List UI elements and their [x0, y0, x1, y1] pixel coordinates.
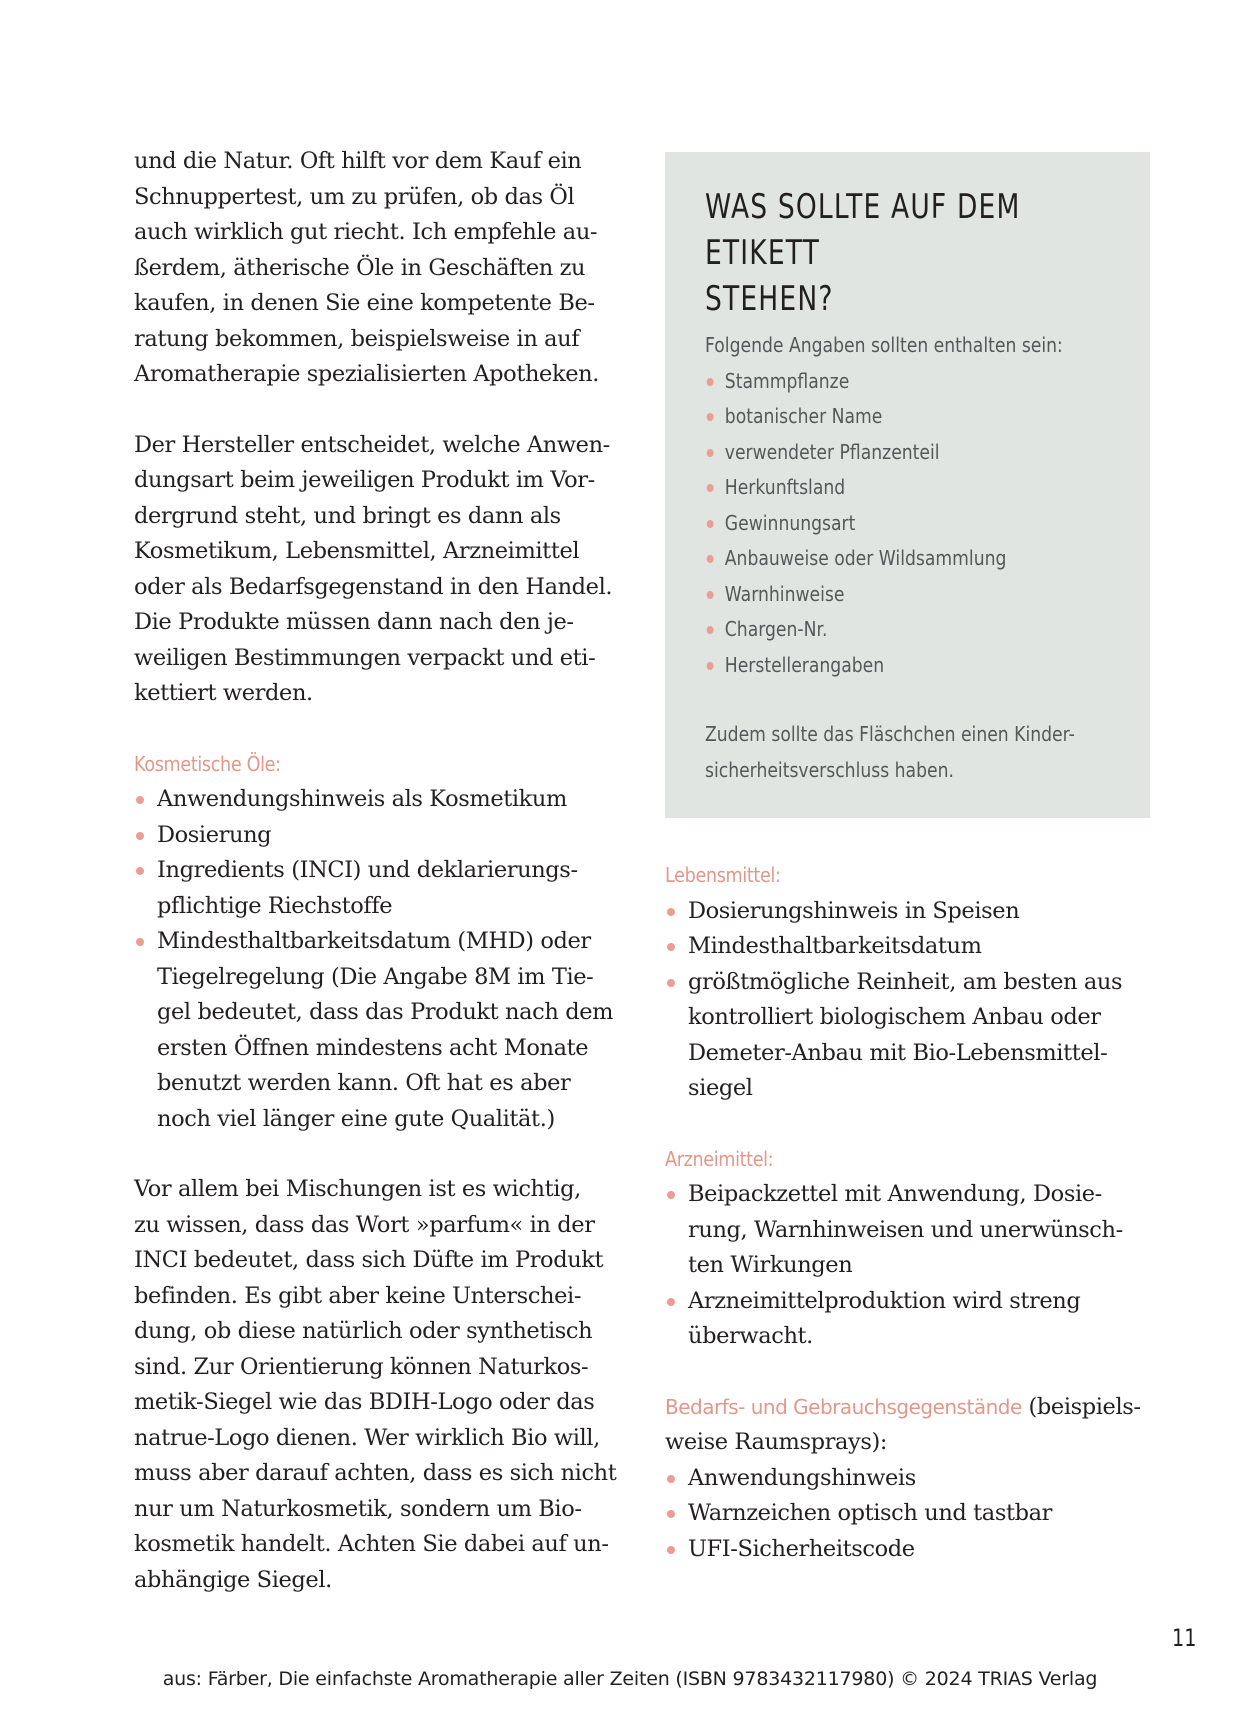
paragraph-manufacturer: Der Hersteller entscheidet, welche Anwen- dungsart beim jeweiligen Produkt im Vor- dergrund steht, und bringt es dann als Kosmetikum, Lebensmittel, Arzneimittel oder als Bedarfsgegenstand in den Handel. Die Produkte müssen dann nach den je- weiligen Bestimmungen verpackt und eti- kettiert werden.	[134, 431, 613, 706]
bedarf-suffix: (beispiels-	[1021, 1393, 1141, 1420]
list-item: größtmögliche Reinheit, am besten aus kontrolliert biologischem Anbau oder Demeter-Anbau mit Bio-Lebensmittel- siegel	[665, 965, 1150, 1107]
list-item: Beipackzettel mit Anwendung, Dosie- rung, Warnhinweisen und unerwünsch- ten Wirkungen	[665, 1177, 1150, 1284]
lebensmittel-heading: Lebensmittel:	[665, 863, 781, 887]
list-item: Ingredients (INCI) und deklarierungs- pflichtige Riechstoffe	[134, 853, 624, 924]
list-item: Stammpflanze	[705, 364, 1109, 400]
list-item: UFI-Sicherheitscode	[665, 1532, 1150, 1568]
list-item: Mindesthaltbarkeitsdatum (MHD) oder Tiegelregelung (Die Angabe 8M im Tie- gel bedeutet, dass das Produkt nach dem ersten Öffnen mindestens acht Monate benutzt werden kann. Oft hat es aber noch viel länger eine gute Qualität.)	[134, 924, 624, 1137]
bedarf-line2: weise Raumsprays):	[665, 1429, 888, 1455]
right-column	[665, 152, 1150, 1567]
page-number: 11	[1172, 1624, 1197, 1652]
list-item: Arzneimittelproduktion wird streng überwacht.	[665, 1284, 1150, 1355]
label-requirements-list	[705, 364, 1109, 684]
lebensmittel-list	[665, 894, 1150, 1107]
info-box	[665, 152, 1150, 818]
list-item: verwendeter Pflanzenteil	[705, 435, 1109, 471]
left-column	[134, 144, 624, 1598]
bedarf-heading: Bedarfs- und Gebrauchsgegenstände	[665, 1394, 1022, 1419]
list-item: Dosierung	[134, 818, 624, 854]
list-item: Anwendungshinweis	[665, 1461, 1150, 1497]
paragraph-mixtures: Vor allem bei Mischungen ist es wichtig, zu wissen, dass das Wort »parfum« in der INCI bedeutet, dass sich Düfte im Produkt befinden. Es gibt aber keine Unterschei- dung, ob diese natürlich oder synthetisch sind. Zur Orientierung können Naturkos- metik-Siegel wie das BDIH-Logo oder das natrue-Logo dienen. Wer wirklich Bio will, muss aber darauf achten, dass es sich nicht nur um Naturkosmetik, sondern um Bio- kosmetik handelt. Achten Sie dabei auf un- abhängige Siegel.	[134, 1176, 617, 1593]
box-outro: Zudem sollte das Fläschchen einen Kinder- sicherheitsverschluss haben.	[705, 722, 1075, 782]
list-item: Gewinnungsart	[705, 506, 1109, 542]
kosmetik-heading: Kosmetische Öle:	[134, 751, 281, 776]
kosmetik-list	[134, 782, 624, 1137]
list-item: Anwendungshinweis als Kosmetikum	[134, 782, 624, 818]
arznei-heading: Arzneimittel:	[665, 1146, 774, 1171]
box-intro: Folgende Angaben sollten enthalten sein:	[705, 333, 1063, 357]
list-item: Herkunftsland	[705, 470, 1109, 506]
arznei-list	[665, 1177, 1150, 1355]
bedarf-list	[665, 1461, 1150, 1568]
bedarf-heading-line	[665, 1390, 1150, 1426]
list-item: botanischer Name	[705, 399, 1109, 435]
paragraph-intro: und die Natur. Oft hilft vor dem Kauf ein Schnuppertest, um zu prüfen, ob das Öl auch wirklich gut riecht. Ich empfehle au- ßerdem, ätherische Öle in Geschäften zu kaufen, in denen Sie eine kompetente Be- ratung bekommen, beispielsweise in auf Aromatherapie spezialisierten Apotheken.	[134, 148, 599, 387]
list-item: Warnhinweise	[705, 577, 1109, 613]
list-item: Mindesthaltbarkeitsdatum	[665, 929, 1150, 965]
right-text	[665, 858, 1150, 1567]
list-item: Anbauweise oder Wildsammlung	[705, 541, 1109, 577]
list-item: Warnzeichen optisch und tastbar	[665, 1496, 1150, 1532]
list-item: Chargen-Nr.	[705, 612, 1109, 648]
box-title: WAS SOLLTE AUF DEM ETIKETT STEHEN?	[705, 187, 1021, 319]
footer-citation: aus: Färber, Die einfachste Aromatherapie aller Zeiten (ISBN 9783432117980) © 2024 TRIAS Verlag	[162, 1668, 1098, 1690]
list-item: Herstellerangaben	[705, 648, 1109, 684]
list-item: Dosierungshinweis in Speisen	[665, 894, 1150, 930]
